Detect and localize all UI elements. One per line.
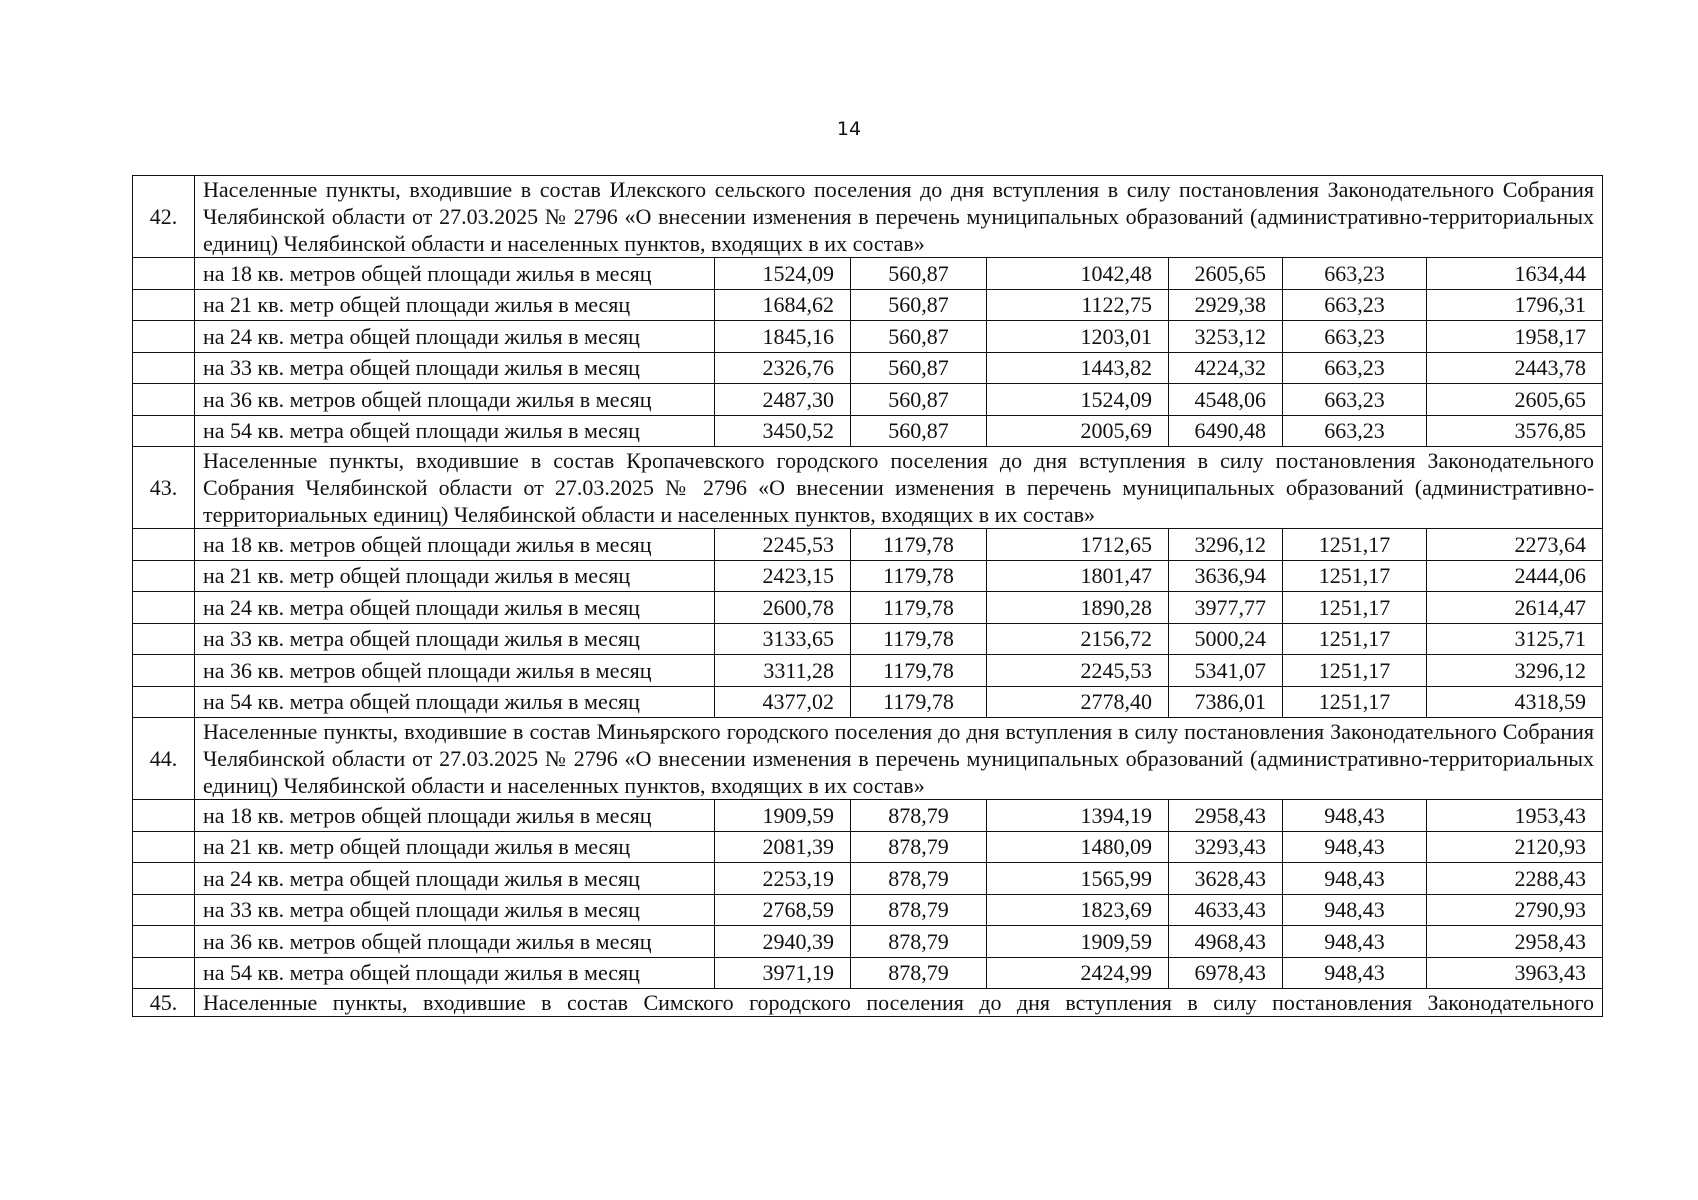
- value-cell: 4377,02: [715, 686, 851, 718]
- section-number: 44.: [133, 718, 195, 800]
- value-cell: 2614,47: [1427, 592, 1603, 624]
- value-cell: 2005,69: [987, 415, 1169, 447]
- table-row: [133, 686, 1603, 718]
- empty-number-cell: [133, 529, 195, 561]
- row-label: на 33 кв. метра общей площади жилья в месяц: [195, 894, 715, 926]
- value-cell: 1251,17: [1283, 529, 1427, 561]
- value-cell: 2288,43: [1427, 863, 1603, 895]
- value-cell: 663,23: [1283, 384, 1427, 416]
- row-label: на 21 кв. метр общей площади жилья в месяц: [195, 560, 715, 592]
- value-cell: 663,23: [1283, 415, 1427, 447]
- tariff-table: [132, 175, 1603, 1017]
- section-header-row: [133, 176, 1603, 258]
- value-cell: 3125,71: [1427, 623, 1603, 655]
- value-cell: 1042,48: [987, 258, 1169, 290]
- value-cell: 878,79: [851, 926, 987, 958]
- value-cell: 1909,59: [715, 800, 851, 832]
- value-cell: 4318,59: [1427, 686, 1603, 718]
- value-cell: 3293,43: [1169, 831, 1283, 863]
- empty-number-cell: [133, 321, 195, 353]
- value-cell: 2156,72: [987, 623, 1169, 655]
- value-cell: 1179,78: [851, 623, 987, 655]
- row-label: на 18 кв. метров общей площади жилья в месяц: [195, 800, 715, 832]
- value-cell: 560,87: [851, 289, 987, 321]
- value-cell: 3636,94: [1169, 560, 1283, 592]
- value-cell: 1890,28: [987, 592, 1169, 624]
- value-cell: 5000,24: [1169, 623, 1283, 655]
- value-cell: 663,23: [1283, 258, 1427, 290]
- empty-number-cell: [133, 384, 195, 416]
- value-cell: 2245,53: [987, 655, 1169, 687]
- row-label: на 54 кв. метра общей площади жилья в месяц: [195, 686, 715, 718]
- value-cell: 1958,17: [1427, 321, 1603, 353]
- value-cell: 1251,17: [1283, 686, 1427, 718]
- value-cell: 1524,09: [987, 384, 1169, 416]
- value-cell: 1712,65: [987, 529, 1169, 561]
- value-cell: 2081,39: [715, 831, 851, 863]
- value-cell: 1443,82: [987, 352, 1169, 384]
- value-cell: 1684,62: [715, 289, 851, 321]
- row-label: на 33 кв. метра общей площади жилья в месяц: [195, 623, 715, 655]
- value-cell: 878,79: [851, 800, 987, 832]
- value-cell: 1179,78: [851, 655, 987, 687]
- value-cell: 560,87: [851, 384, 987, 416]
- section-header-row: [133, 718, 1603, 800]
- value-cell: 560,87: [851, 321, 987, 353]
- value-cell: 3628,43: [1169, 863, 1283, 895]
- value-cell: 878,79: [851, 957, 987, 989]
- value-cell: 4224,32: [1169, 352, 1283, 384]
- empty-number-cell: [133, 415, 195, 447]
- value-cell: 6978,43: [1169, 957, 1283, 989]
- value-cell: 3977,77: [1169, 592, 1283, 624]
- row-label: на 24 кв. метра общей площади жилья в месяц: [195, 321, 715, 353]
- table-row: [133, 863, 1603, 895]
- value-cell: 1251,17: [1283, 623, 1427, 655]
- value-cell: 3296,12: [1427, 655, 1603, 687]
- value-cell: 1179,78: [851, 560, 987, 592]
- value-cell: 878,79: [851, 894, 987, 926]
- table-row: [133, 560, 1603, 592]
- value-cell: 3133,65: [715, 623, 851, 655]
- value-cell: 2245,53: [715, 529, 851, 561]
- value-cell: 1122,75: [987, 289, 1169, 321]
- value-cell: 1953,43: [1427, 800, 1603, 832]
- value-cell: 1251,17: [1283, 655, 1427, 687]
- row-label: на 18 кв. метров общей площади жилья в месяц: [195, 258, 715, 290]
- value-cell: 2326,76: [715, 352, 851, 384]
- value-cell: 1796,31: [1427, 289, 1603, 321]
- row-label: на 36 кв. метров общей площади жилья в месяц: [195, 384, 715, 416]
- table-row: [133, 957, 1603, 989]
- value-cell: 1480,09: [987, 831, 1169, 863]
- table-row: [133, 529, 1603, 561]
- empty-number-cell: [133, 560, 195, 592]
- value-cell: 2444,06: [1427, 560, 1603, 592]
- value-cell: 4968,43: [1169, 926, 1283, 958]
- value-cell: 560,87: [851, 415, 987, 447]
- value-cell: 560,87: [851, 258, 987, 290]
- value-cell: 948,43: [1283, 831, 1427, 863]
- value-cell: 2790,93: [1427, 894, 1603, 926]
- value-cell: 948,43: [1283, 894, 1427, 926]
- row-label: на 54 кв. метра общей площади жилья в месяц: [195, 957, 715, 989]
- value-cell: 663,23: [1283, 289, 1427, 321]
- value-cell: 2958,43: [1427, 926, 1603, 958]
- table-row: [133, 289, 1603, 321]
- empty-number-cell: [133, 957, 195, 989]
- value-cell: 2778,40: [987, 686, 1169, 718]
- row-label: на 33 кв. метра общей площади жилья в месяц: [195, 352, 715, 384]
- empty-number-cell: [133, 655, 195, 687]
- value-cell: 2940,39: [715, 926, 851, 958]
- table-row: [133, 926, 1603, 958]
- table-row: [133, 623, 1603, 655]
- value-cell: 948,43: [1283, 957, 1427, 989]
- value-cell: 2424,99: [987, 957, 1169, 989]
- value-cell: 2443,78: [1427, 352, 1603, 384]
- value-cell: 1801,47: [987, 560, 1169, 592]
- empty-number-cell: [133, 800, 195, 832]
- value-cell: 3253,12: [1169, 321, 1283, 353]
- value-cell: 2487,30: [715, 384, 851, 416]
- value-cell: 948,43: [1283, 926, 1427, 958]
- table-row: [133, 592, 1603, 624]
- value-cell: 1179,78: [851, 592, 987, 624]
- section-title: Населенные пункты, входившие в состав Миньярского городского поселения до дня вступления в силу постановления Законодательного Собрания Челябинской области от 27.03.2025 № 2796 «О внесении изменения в перечень муниципальных образований (административно-территориальных единиц) Челябинской области и населенных пунктов, входящих в их состав»: [195, 718, 1603, 800]
- empty-number-cell: [133, 831, 195, 863]
- empty-number-cell: [133, 352, 195, 384]
- value-cell: 2423,15: [715, 560, 851, 592]
- value-cell: 3311,28: [715, 655, 851, 687]
- value-cell: 1909,59: [987, 926, 1169, 958]
- empty-number-cell: [133, 926, 195, 958]
- value-cell: 2273,64: [1427, 529, 1603, 561]
- value-cell: 878,79: [851, 863, 987, 895]
- row-label: на 24 кв. метра общей площади жилья в месяц: [195, 592, 715, 624]
- value-cell: 2958,43: [1169, 800, 1283, 832]
- value-cell: 5341,07: [1169, 655, 1283, 687]
- table-row: [133, 831, 1603, 863]
- value-cell: 663,23: [1283, 352, 1427, 384]
- value-cell: 6490,48: [1169, 415, 1283, 447]
- value-cell: 1524,09: [715, 258, 851, 290]
- section-number: 45.: [133, 989, 195, 1017]
- row-label: на 36 кв. метров общей площади жилья в месяц: [195, 926, 715, 958]
- empty-number-cell: [133, 863, 195, 895]
- value-cell: 1203,01: [987, 321, 1169, 353]
- empty-number-cell: [133, 258, 195, 290]
- value-cell: 3971,19: [715, 957, 851, 989]
- value-cell: 3296,12: [1169, 529, 1283, 561]
- table-row: [133, 258, 1603, 290]
- value-cell: 7386,01: [1169, 686, 1283, 718]
- value-cell: 2768,59: [715, 894, 851, 926]
- row-label: на 21 кв. метр общей площади жилья в месяц: [195, 289, 715, 321]
- empty-number-cell: [133, 686, 195, 718]
- table-row: [133, 352, 1603, 384]
- value-cell: 663,23: [1283, 321, 1427, 353]
- value-cell: 2929,38: [1169, 289, 1283, 321]
- value-cell: 3450,52: [715, 415, 851, 447]
- value-cell: 2605,65: [1427, 384, 1603, 416]
- value-cell: 1251,17: [1283, 560, 1427, 592]
- row-label: на 36 кв. метров общей площади жилья в месяц: [195, 655, 715, 687]
- section-title: Населенные пункты, входившие в состав Кропачевского городского поселения до дня вступления в силу постановления Законодательного Собрания Челябинской области от 27.03.2025 № 2796 «О внесении изменения в перечень муниципальных образований (административно-территориальных единиц) Челябинской области и населенных пунктов, входящих в их состав»: [195, 447, 1603, 529]
- row-label: на 21 кв. метр общей площади жилья в месяц: [195, 831, 715, 863]
- value-cell: 560,87: [851, 352, 987, 384]
- empty-number-cell: [133, 894, 195, 926]
- empty-number-cell: [133, 623, 195, 655]
- value-cell: 4633,43: [1169, 894, 1283, 926]
- table-row: [133, 800, 1603, 832]
- table-row: [133, 894, 1603, 926]
- empty-number-cell: [133, 592, 195, 624]
- section-number: 42.: [133, 176, 195, 258]
- value-cell: 1845,16: [715, 321, 851, 353]
- value-cell: 878,79: [851, 831, 987, 863]
- value-cell: 1565,99: [987, 863, 1169, 895]
- value-cell: 1179,78: [851, 686, 987, 718]
- value-cell: 2253,19: [715, 863, 851, 895]
- value-cell: 4548,06: [1169, 384, 1283, 416]
- row-label: на 18 кв. метров общей площади жилья в месяц: [195, 529, 715, 561]
- value-cell: 948,43: [1283, 800, 1427, 832]
- value-cell: 1634,44: [1427, 258, 1603, 290]
- value-cell: 1179,78: [851, 529, 987, 561]
- row-label: на 54 кв. метра общей площади жилья в месяц: [195, 415, 715, 447]
- section-number: 43.: [133, 447, 195, 529]
- value-cell: 1823,69: [987, 894, 1169, 926]
- table-row: [133, 415, 1603, 447]
- value-cell: 2605,65: [1169, 258, 1283, 290]
- page-number: 14: [836, 118, 862, 140]
- section-title: Населенные пункты, входившие в состав Илекского сельского поселения до дня вступления в силу постановления Законодательного Собрания Челябинской области от 27.03.2025 № 2796 «О внесении изменения в перечень муниципальных образований (административно-территориальных единиц) Челябинской области и населенных пунктов, входящих в их состав»: [195, 176, 1603, 258]
- value-cell: 948,43: [1283, 863, 1427, 895]
- row-label: на 24 кв. метра общей площади жилья в месяц: [195, 863, 715, 895]
- empty-number-cell: [133, 289, 195, 321]
- value-cell: 3576,85: [1427, 415, 1603, 447]
- table-row: [133, 384, 1603, 416]
- value-cell: 2120,93: [1427, 831, 1603, 863]
- value-cell: 3963,43: [1427, 957, 1603, 989]
- section-header-row: [133, 447, 1603, 529]
- table-row: [133, 321, 1603, 353]
- value-cell: 1394,19: [987, 800, 1169, 832]
- section-header-row: [133, 989, 1603, 1017]
- value-cell: 1251,17: [1283, 592, 1427, 624]
- section-title: Населенные пункты, входившие в состав Симского городского поселения до дня вступления в силу постановления Законодательного: [195, 989, 1603, 1017]
- table-row: [133, 655, 1603, 687]
- value-cell: 2600,78: [715, 592, 851, 624]
